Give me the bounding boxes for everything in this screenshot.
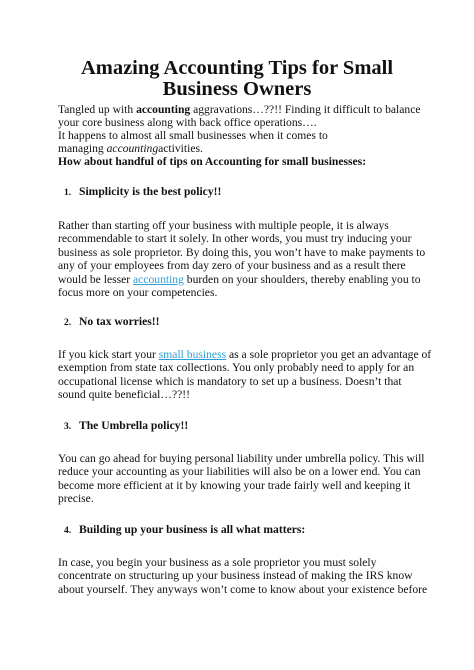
body-text: as a sole proprietor you get an advantage of [226,348,432,361]
intro-keyword: accounting [136,103,191,116]
intro-question [58,155,438,168]
accounting-link[interactable]: accounting [133,272,184,286]
intro-text: aggravations…??!! Finding it difficult to balance [190,103,421,116]
section-number: 3. [64,422,72,432]
body-line: become more efficient at it by knowing your trade fairly well and keeping it [58,478,411,492]
body-line: business as sole proprietor. By doing this, you won’t have to make payments to [58,245,426,259]
intro-line: your core business along with back office operations…. [58,116,317,129]
section-3-body [58,452,438,506]
body-line: precise. [58,492,94,506]
intro-text: activities. [158,142,203,155]
section-heading [58,523,438,538]
body-line: focus more on your competencies. [58,286,218,300]
body-line: exemption from state tax collections. You only probably need to apply for an [58,361,415,375]
section-heading [58,185,438,200]
section-heading-text: Simplicity is the best policy!! [79,185,222,198]
section-2-body [58,348,438,402]
section-number: 2. [64,318,72,328]
body-line: You can go ahead for buying personal liability under umbrella policy. This will [58,452,425,465]
section-heading [58,315,438,330]
section-2 [58,315,438,330]
small-business-link[interactable]: small business [158,348,227,361]
body-line: In case, you begin your business as a sole proprietor you must solely [58,556,377,569]
intro-text: Tangled up with [58,103,137,116]
intro-paragraph [58,103,438,168]
title-line-1: Amazing Accounting Tips for Small [80,57,394,79]
section-heading-text: The Umbrella policy!! [79,419,189,432]
intro-line [58,103,438,116]
body-text: would be lesser [58,272,134,286]
section-number: 4. [64,526,72,536]
body-line [58,348,438,361]
body-line: any of your employees from day zero of your business and as a result there [58,259,406,273]
intro-line: It happens to almost all small businesses when it comes to [58,129,328,142]
intro-keyword-italic: accounting [106,142,159,155]
body-line [58,273,438,286]
section-heading-text: Building up your business is all what matters: [79,523,306,536]
section-1 [58,185,438,200]
section-heading-text: No tax worries!! [79,315,160,328]
body-text: burden on your shoulders, thereby enabling you to [183,272,421,286]
body-line: Rather than starting off your business with multiple people, it is always [58,219,389,232]
intro-text: managing [58,142,107,155]
section-4-body [58,556,438,596]
intro-question-text: How about handful of tips on Accounting for small businesses: [58,155,367,168]
section-1-body [58,219,438,299]
body-line: concentrate on structuring up your business instead of making the IRS know [58,569,413,583]
body-line: occupational license which is mandatory to set up a business. Doesn’t that [58,374,402,388]
body-line: sound quite beneficial…??!! [58,388,190,402]
section-3 [58,419,438,434]
title-line-2: Business Owners [162,78,312,100]
page-title [40,58,434,100]
section-heading [58,419,438,434]
body-text: If you kick start your [58,348,159,361]
body-line: reduce your accounting as your liabilities will also be on a lower end. You can [58,465,421,479]
section-4 [58,523,438,538]
intro-line [58,142,438,155]
body-line: about yourself. They anyways won’t come to know about your existence before [58,582,428,596]
section-number: 1. [64,188,72,198]
body-line: recommendable to start it solely. In other words, you must try inducing your [58,232,412,246]
